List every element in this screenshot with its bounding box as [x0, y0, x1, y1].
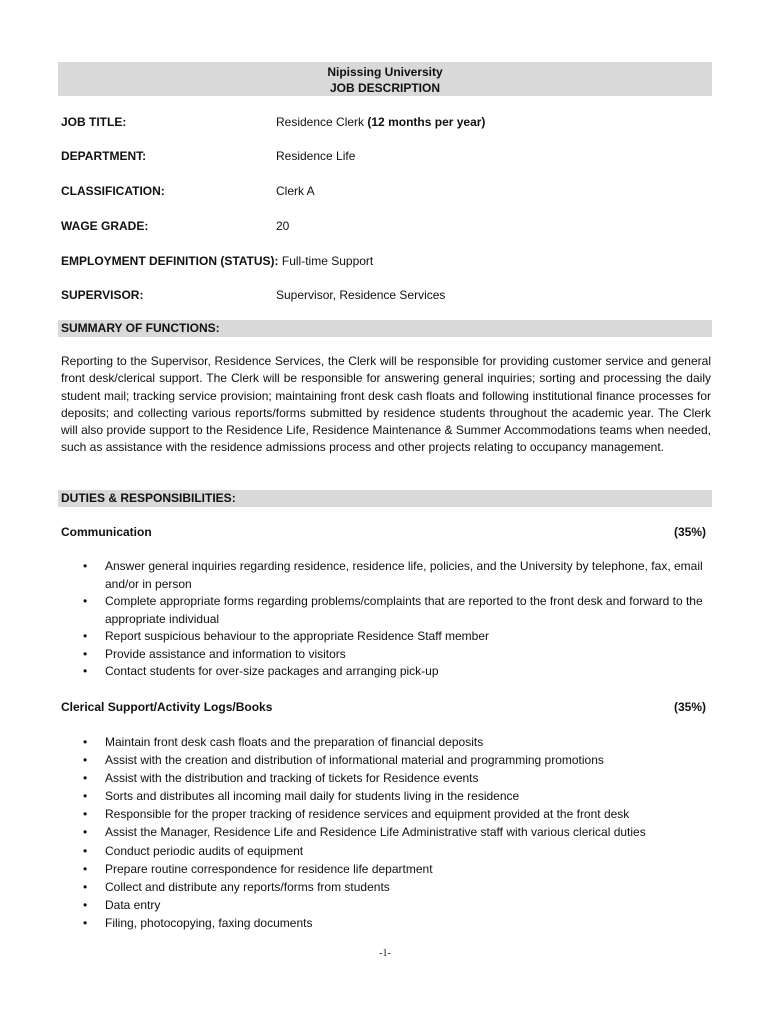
clerical-support-heading	[61, 699, 706, 715]
bullet-icon: •	[83, 559, 88, 573]
employment-definition-row	[61, 253, 373, 269]
communication-title: Communication	[61, 525, 152, 539]
communication-percent: (35%)	[673, 525, 706, 539]
classification-value: Clerk A	[276, 184, 315, 198]
list-item-text: Complete appropriate forms regarding problems/complaints that are reported to the front desk and forward to the appropriate individual	[105, 594, 703, 626]
supervisor-label: SUPERVISOR:	[61, 288, 144, 302]
bullet-icon: •	[83, 843, 88, 858]
list-item	[61, 878, 711, 896]
department-label: DEPARTMENT:	[61, 149, 147, 163]
list-item-text: Conduct periodic audits of equipment	[105, 843, 304, 858]
list-item	[61, 628, 711, 646]
bullet-icon: •	[83, 753, 88, 768]
summary-paragraph: Reporting to the Supervisor, Residence Services, the Clerk will be responsible for providing customer service and general front desk/clerical support. The Clerk will be responsible for answering general inquiries; sorting and processing the daily student mail; tracking service provision; maintaining front desk cash floats and following institutional finance processes for deposits; and collecting various reports/forms submitted by residence students throughout the academic year. The Clerk will also provide support to the Residence Life, Residence Maintenance & Summer Accommodations teams when needed, such as assistance with the residence admissions process and other projects relating to occupancy management.	[61, 354, 711, 455]
employment-definition-label: EMPLOYMENT DEFINITION (STATUS):	[61, 254, 279, 268]
bullet-icon: •	[83, 594, 88, 608]
bullet-icon: •	[83, 915, 88, 930]
bullet-icon: •	[83, 861, 88, 876]
supervisor-value: Supervisor, Residence Services	[276, 288, 446, 302]
list-item	[61, 751, 711, 769]
list-item-text: Data entry	[105, 897, 161, 912]
list-item-text: Contact students for over-size packages and arranging pick-up	[105, 664, 439, 678]
list-item	[61, 860, 711, 878]
list-item	[61, 558, 711, 593]
clerical-support-list	[61, 733, 711, 932]
bullet-icon: •	[83, 879, 88, 894]
list-item	[61, 663, 711, 681]
page-number: -1-	[379, 948, 391, 959]
clerical-support-title: Clerical Support/Activity Logs/Books	[61, 700, 273, 714]
list-item	[61, 769, 711, 787]
job-title-text: Residence Clerk	[276, 115, 365, 129]
bullet-icon: •	[83, 897, 88, 912]
list-item	[61, 646, 711, 664]
list-item-text: Assist with the creation and distribution of informational material and programming promotions	[105, 753, 604, 768]
list-item	[61, 593, 711, 628]
list-item-text: Answer general inquiries regarding residence, residence life, policies, and the University by telephone, fax, email and/or in person	[105, 559, 703, 591]
job-title-label: JOB TITLE:	[61, 115, 127, 129]
list-item	[61, 842, 711, 860]
bullet-icon: •	[83, 825, 88, 840]
job-title-note: (12 months per year)	[367, 115, 486, 129]
list-item-text: Responsible for the proper tracking of residence services and equipment provided at the front desk	[105, 807, 630, 822]
list-item-text: Assist with the distribution and tracking of tickets for Residence events	[105, 771, 479, 786]
list-item-text: Assist the Manager, Residence Life and Residence Life Administrative staff with various clerical duties	[105, 825, 646, 840]
job-title-value	[276, 114, 485, 130]
organization-name: Nipissing University	[327, 65, 443, 79]
bullet-icon: •	[83, 646, 88, 661]
document-header	[58, 62, 712, 96]
list-item-text: Collect and distribute any reports/forms from students	[105, 879, 390, 894]
duties-heading: DUTIES & RESPONSIBILITIES:	[58, 490, 712, 507]
list-item-text: Maintain front desk cash floats and the preparation of financial deposits	[105, 735, 484, 749]
list-item-text: Sorts and distributes all incoming mail daily for students living in the residence	[105, 789, 520, 804]
bullet-icon: •	[83, 789, 88, 804]
bullet-icon: •	[83, 735, 88, 749]
list-item	[61, 787, 711, 805]
list-item-text: Provide assistance and information to visitors	[105, 646, 346, 661]
communication-heading	[61, 524, 706, 540]
list-item-text: Report suspicious behaviour to the appropriate Residence Staff member	[105, 629, 489, 643]
bullet-icon: •	[83, 771, 88, 786]
bullet-icon: •	[83, 807, 88, 822]
clerical-support-percent: (35%)	[673, 700, 706, 714]
document-type: JOB DESCRIPTION	[329, 81, 440, 95]
list-item	[61, 914, 711, 932]
classification-label: CLASSIFICATION:	[61, 184, 165, 198]
wage-grade-value: 20	[276, 219, 290, 233]
department-value: Residence Life	[276, 149, 356, 163]
list-item-text: Prepare routine correspondence for residence life department	[105, 861, 433, 876]
bullet-icon: •	[83, 629, 88, 643]
list-item	[61, 733, 711, 751]
list-item-text: Filing, photocopying, faxing documents	[105, 915, 313, 930]
bullet-icon: •	[83, 664, 88, 678]
employment-definition-value: Full-time Support	[281, 254, 374, 268]
communication-list	[61, 558, 711, 681]
list-item	[61, 896, 711, 914]
wage-grade-label: WAGE GRADE:	[61, 219, 149, 233]
list-item	[61, 805, 711, 823]
summary-heading: SUMMARY OF FUNCTIONS:	[58, 320, 712, 337]
list-item	[61, 823, 711, 841]
